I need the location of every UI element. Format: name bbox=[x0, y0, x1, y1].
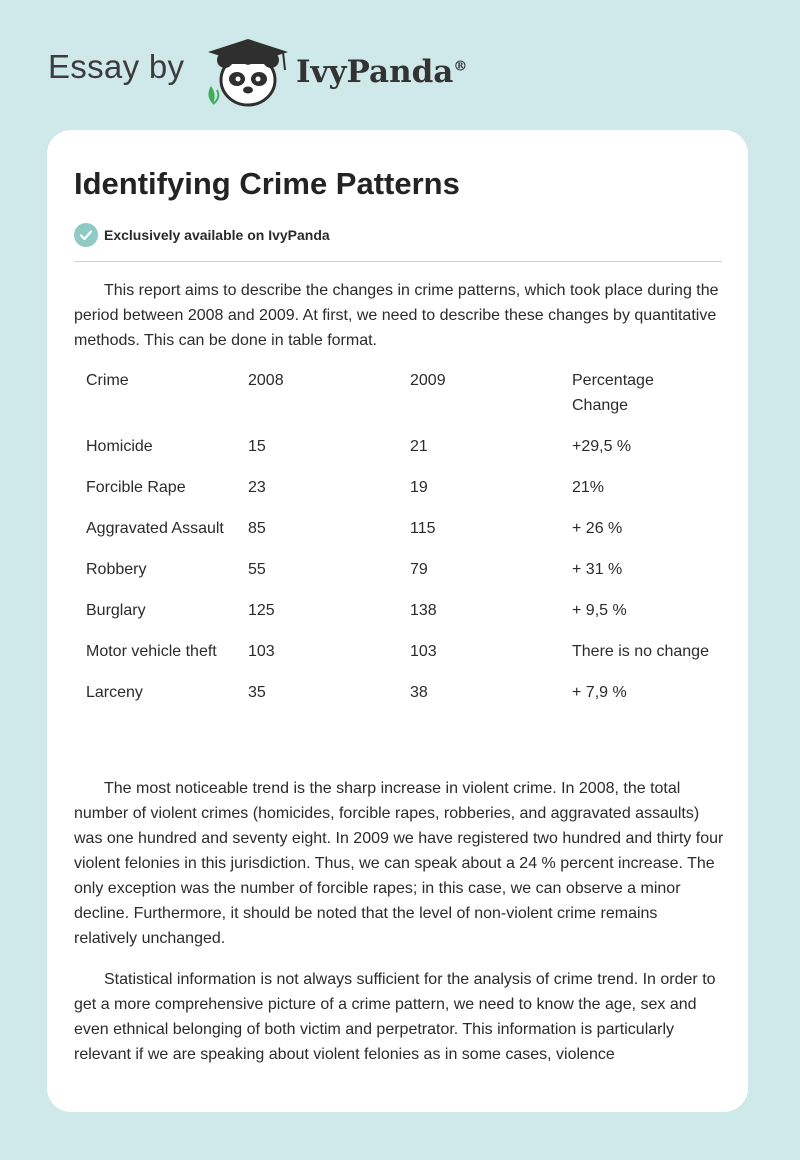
table-cell: Homicide bbox=[86, 438, 153, 455]
header-cell: Crime bbox=[86, 372, 129, 389]
crime-table bbox=[74, 368, 724, 721]
table-cell: Robbery bbox=[86, 561, 147, 578]
table-row bbox=[74, 680, 724, 721]
panda-graduation-icon bbox=[203, 34, 293, 110]
table-cell: There is no change bbox=[572, 643, 709, 660]
table-cell: 103 bbox=[410, 643, 437, 660]
table-cell: + 31 % bbox=[572, 561, 623, 578]
paragraph-intro: This report aims to describe the changes in crime patterns, which took place during the period between 2008 and 2009. At first, we need to describe these changes by quantitative methods. This can be done in table format. bbox=[74, 282, 719, 349]
check-circle-icon bbox=[74, 223, 98, 247]
table-cell: 79 bbox=[410, 561, 428, 578]
table-cell: +29,5 % bbox=[572, 438, 632, 455]
table-row bbox=[74, 475, 724, 516]
table-cell: Larceny bbox=[86, 684, 143, 701]
essay-card bbox=[47, 130, 748, 1112]
table-cell: 21 bbox=[410, 438, 428, 455]
header-cell: 2009 bbox=[410, 372, 446, 389]
table-cell: 125 bbox=[248, 602, 275, 619]
table-cell: 21% bbox=[572, 479, 605, 496]
essay-by-text: Essay by bbox=[48, 48, 185, 85]
table-cell: Motor vehicle theft bbox=[86, 643, 217, 660]
table-cell: Burglary bbox=[86, 602, 146, 619]
divider bbox=[74, 261, 722, 262]
header-cell: Percentage Change bbox=[572, 372, 654, 414]
table-cell: 23 bbox=[248, 479, 266, 496]
table-cell: 55 bbox=[248, 561, 266, 578]
paragraph-trend: The most noticeable trend is the sharp increase in violent crime. In 2008, the total number of violent crimes (homicides, forcible rapes, robberies, and aggravated assaults) was one hundred and seventy eight. In 2009 we have registered two hundred and thirty four violent felonies in this jurisdiction. Thus, we can speak about a 24 % percent increase. The only exception was the number of forcible rapes; in this case, we can observe a minor decline. Furthermore, it should be noted that the level of non-violent crime remains relatively unchanged. bbox=[74, 780, 724, 947]
table-cell: Forcible Rape bbox=[86, 479, 186, 496]
table-row bbox=[74, 516, 724, 557]
table-header-row bbox=[74, 368, 724, 434]
table-row bbox=[74, 557, 724, 598]
table-cell: 138 bbox=[410, 602, 437, 619]
site-header bbox=[48, 34, 508, 114]
table-cell: + 26 % bbox=[572, 520, 623, 537]
table-row bbox=[74, 598, 724, 639]
table-cell: + 7,9 % bbox=[572, 684, 627, 701]
table-cell: 38 bbox=[410, 684, 428, 701]
table-cell: 115 bbox=[410, 520, 436, 537]
table-cell: 103 bbox=[248, 643, 275, 660]
page-title: Identifying Crime Patterns bbox=[74, 166, 460, 201]
exclusive-badge bbox=[74, 222, 330, 248]
paragraph-statistics: Statistical information is not always sufficient for the analysis of crime trend. In order to get a more comprehensive picture of a crime pattern, we need to know the age, sex and even ethnical belonging of both victim and perpetrator. This information is particularly relevant if we are speaking about violent felonies as in some cases, violence bbox=[74, 971, 716, 1063]
table-cell: 19 bbox=[410, 479, 428, 496]
brand-name: IvyPanda® bbox=[296, 54, 468, 90]
badge-label: Exclusively available on IvyPanda bbox=[104, 227, 330, 243]
table-cell: 15 bbox=[248, 438, 266, 455]
table-cell: + 9,5 % bbox=[572, 602, 627, 619]
table-cell: 35 bbox=[248, 684, 266, 701]
table-cell: Aggravated Assault bbox=[86, 520, 224, 537]
header-cell: 2008 bbox=[248, 372, 284, 389]
table-cell: 85 bbox=[248, 520, 266, 537]
table-row bbox=[74, 434, 724, 475]
table-row bbox=[74, 639, 724, 680]
